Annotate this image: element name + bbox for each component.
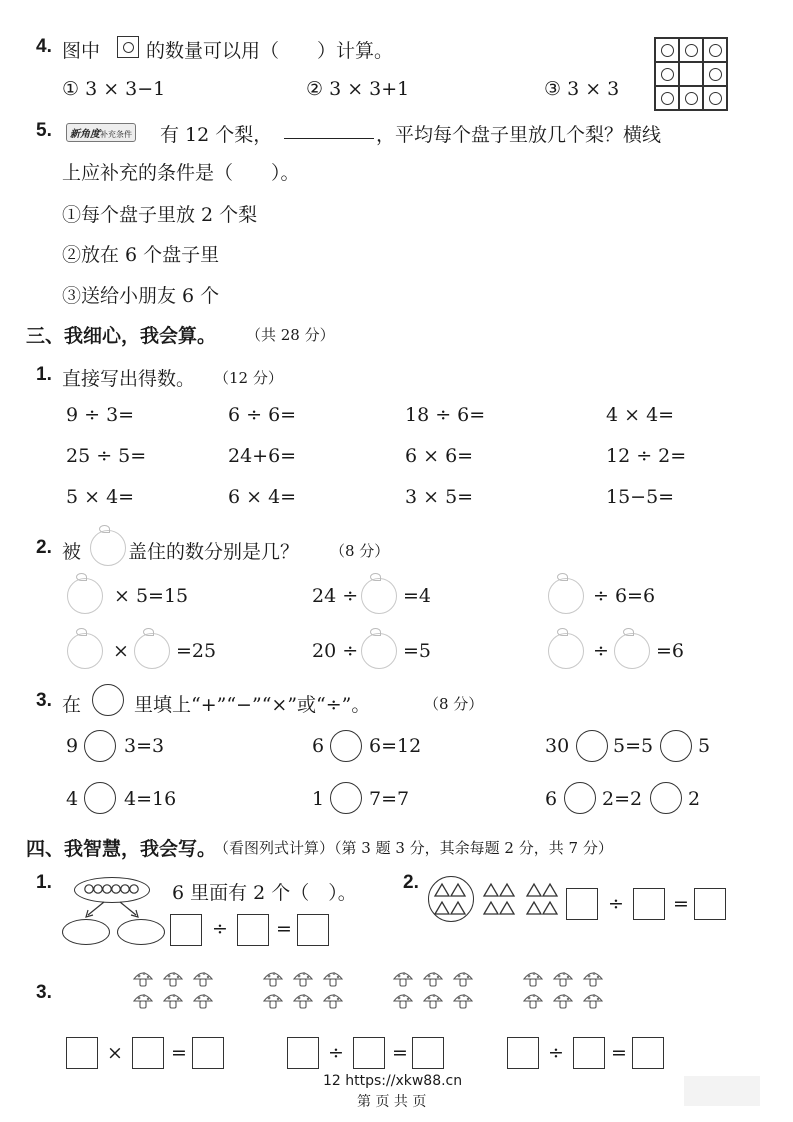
op-eq-4b: 4=16 — [124, 788, 177, 810]
apple-eq-4a: × — [113, 640, 129, 662]
apple-blank[interactable] — [361, 578, 397, 614]
answer-box[interactable] — [170, 914, 202, 946]
operator-circle[interactable] — [84, 782, 116, 814]
q5-blank[interactable] — [284, 120, 374, 143]
calc-item[interactable]: 24+6= — [228, 445, 297, 467]
mushroom-groups-icon — [130, 965, 630, 1017]
page-number: 第 页 共 页 — [357, 1094, 427, 1110]
watermark-url: 12 https://xkw88.cn — [323, 1073, 463, 1089]
equal-sign: = — [171, 1042, 187, 1064]
q5-line2: 上应补充的条件是（ ）。 — [62, 162, 300, 184]
apple-blank[interactable] — [361, 633, 397, 669]
answer-box[interactable] — [353, 1037, 385, 1069]
op-eq-5b: 7=7 — [369, 788, 410, 810]
s3q3-pre: 在 — [62, 694, 82, 716]
calc-item[interactable]: 4 × 4= — [606, 404, 675, 426]
op-eq-3c: 5 — [698, 735, 711, 757]
empty-group-ellipse — [62, 919, 110, 945]
s3q3-number: 3. — [36, 690, 52, 711]
op-eq-2b: 6=12 — [369, 735, 422, 757]
answer-box[interactable] — [566, 888, 598, 920]
op-eq-6a: 6 — [545, 788, 558, 810]
operator-circle[interactable] — [576, 730, 608, 762]
circle-icon — [92, 684, 124, 716]
answer-box[interactable] — [507, 1037, 539, 1069]
operator-circle[interactable] — [564, 782, 596, 814]
q4-text-pre: 图中 — [62, 40, 101, 62]
q5-option-1[interactable]: ①每个盘子里放 2 个梨 — [62, 204, 258, 226]
op-eq-2a: 6 — [312, 735, 325, 757]
s3q2-score: （8 分） — [330, 542, 390, 560]
section-4-title: 四、我智慧，我会写。 — [26, 838, 217, 860]
q5-line1a: 有 12 个梨， — [160, 124, 273, 146]
q4-text-post: 的数量可以用（ ）计算。 — [146, 40, 394, 62]
q4-option-2[interactable]: ② 3 × 3+1 — [306, 78, 410, 100]
section-4-subtitle: （看图列式计算）（第 3 题 3 分，其余每题 2 分，共 7 分） — [214, 839, 613, 857]
dots-and-arrows-icon — [74, 877, 150, 925]
s3q3-post: 里填上“+”“−”“×”或“÷”。 — [134, 694, 371, 716]
apple-blank[interactable] — [614, 633, 650, 669]
tag-main: 新角度 — [70, 129, 100, 140]
s3q3-score: （8 分） — [424, 695, 484, 713]
apple-blank[interactable] — [134, 633, 170, 669]
apple-eq-5a: 20 ÷ — [312, 640, 359, 662]
s3q1-number: 1. — [36, 364, 52, 385]
answer-box[interactable] — [237, 914, 269, 946]
s3q2-post: 盖住的数分别是几？ — [128, 541, 300, 563]
q4-option-1[interactable]: ① 3 × 3−1 — [62, 78, 166, 100]
corner-smudge — [684, 1076, 760, 1106]
op-eq-1b: 3=3 — [124, 735, 165, 757]
s4q3-number: 3. — [36, 982, 52, 1003]
divide-sign: ÷ — [328, 1042, 344, 1064]
operator-circle[interactable] — [330, 730, 362, 762]
answer-box[interactable] — [573, 1037, 605, 1069]
answer-box[interactable] — [632, 1037, 664, 1069]
q4-option-3[interactable]: ③ 3 × 3 — [544, 78, 620, 100]
op-eq-5a: 1 — [312, 788, 325, 810]
op-eq-4a: 4 — [66, 788, 79, 810]
q5-number: 5. — [36, 120, 52, 141]
calc-item[interactable]: 18 ÷ 6= — [405, 404, 486, 426]
op-eq-1a: 9 — [66, 735, 79, 757]
op-eq-6b: 2=2 — [602, 788, 643, 810]
q5-option-2[interactable]: ②放在 6 个盘子里 — [62, 244, 220, 266]
apple-eq-2a: 24 ÷ — [312, 585, 359, 607]
answer-box[interactable] — [66, 1037, 98, 1069]
apple-eq-4b: =25 — [176, 640, 217, 662]
calc-item[interactable]: 5 × 4= — [66, 486, 135, 508]
q5-option-3[interactable]: ③送给小朋友 6 个 — [62, 285, 220, 307]
s3q2-pre: 被 — [62, 541, 82, 563]
q4-number: 4. — [36, 36, 52, 57]
calc-item[interactable]: 12 ÷ 2= — [606, 445, 687, 467]
equal-sign: = — [673, 893, 689, 915]
operator-circle[interactable] — [650, 782, 682, 814]
apple-eq-2b: =4 — [403, 585, 432, 607]
s3q1-text: 直接写出得数。 — [62, 368, 196, 390]
calc-item[interactable]: 6 × 4= — [228, 486, 297, 508]
answer-box[interactable] — [694, 888, 726, 920]
apple-eq-5b: =5 — [403, 640, 432, 662]
times-sign: × — [107, 1042, 123, 1064]
s4q2-number: 2. — [403, 872, 419, 893]
equal-sign: = — [276, 918, 292, 940]
operator-circle[interactable] — [660, 730, 692, 762]
section-3-title: 三、我细心，我会算。 — [26, 325, 217, 347]
apple-eq-1: × 5=15 — [114, 585, 189, 607]
new-angle-tag — [66, 123, 136, 142]
apple-eq-6a: ÷ — [593, 640, 609, 662]
q4-dot-grid — [654, 37, 728, 111]
answer-box[interactable] — [297, 914, 329, 946]
apple-blank[interactable] — [67, 578, 103, 614]
calc-item[interactable]: 3 × 5= — [405, 486, 474, 508]
answer-box[interactable] — [132, 1037, 164, 1069]
calc-item[interactable]: 25 ÷ 5= — [66, 445, 147, 467]
section-3-score: （共 28 分） — [246, 326, 335, 344]
calc-item[interactable]: 15−5= — [606, 486, 675, 508]
calc-item[interactable]: 6 ÷ 6= — [228, 404, 297, 426]
grid-cell-icon — [117, 36, 139, 58]
divide-sign: ÷ — [608, 893, 624, 915]
apple-eq-3: ÷ 6=6 — [593, 585, 656, 607]
tag-sub: 补充条件 — [100, 130, 132, 139]
apple-blank[interactable] — [548, 578, 584, 614]
apple-blank[interactable] — [67, 633, 103, 669]
operator-circle[interactable] — [84, 730, 116, 762]
s3q2-number: 2. — [36, 537, 52, 558]
op-eq-6c: 2 — [688, 788, 701, 810]
s3q1-score: （12 分） — [214, 369, 283, 387]
apple-blank[interactable] — [548, 633, 584, 669]
answer-box[interactable] — [412, 1037, 444, 1069]
op-eq-3b: 5=5 — [613, 735, 654, 757]
answer-box[interactable] — [287, 1037, 319, 1069]
q5-line1b: ，平均每个盘子里放几个梨？横线 — [376, 124, 662, 146]
apple-eq-6b: =6 — [656, 640, 685, 662]
empty-group-ellipse — [117, 919, 165, 945]
equal-sign: = — [392, 1042, 408, 1064]
operator-circle[interactable] — [330, 782, 362, 814]
divide-sign: ÷ — [548, 1042, 564, 1064]
equal-sign: = — [611, 1042, 627, 1064]
s4q1-text: 6 里面有 2 个（ ）。 — [172, 882, 357, 904]
answer-box[interactable] — [633, 888, 665, 920]
apple-icon — [90, 530, 126, 566]
divide-sign: ÷ — [212, 918, 228, 940]
op-eq-3a: 30 — [545, 735, 570, 757]
calc-item[interactable]: 9 ÷ 3= — [66, 404, 135, 426]
s4q1-number: 1. — [36, 872, 52, 893]
calc-item[interactable]: 6 × 6= — [405, 445, 474, 467]
answer-box[interactable] — [192, 1037, 224, 1069]
